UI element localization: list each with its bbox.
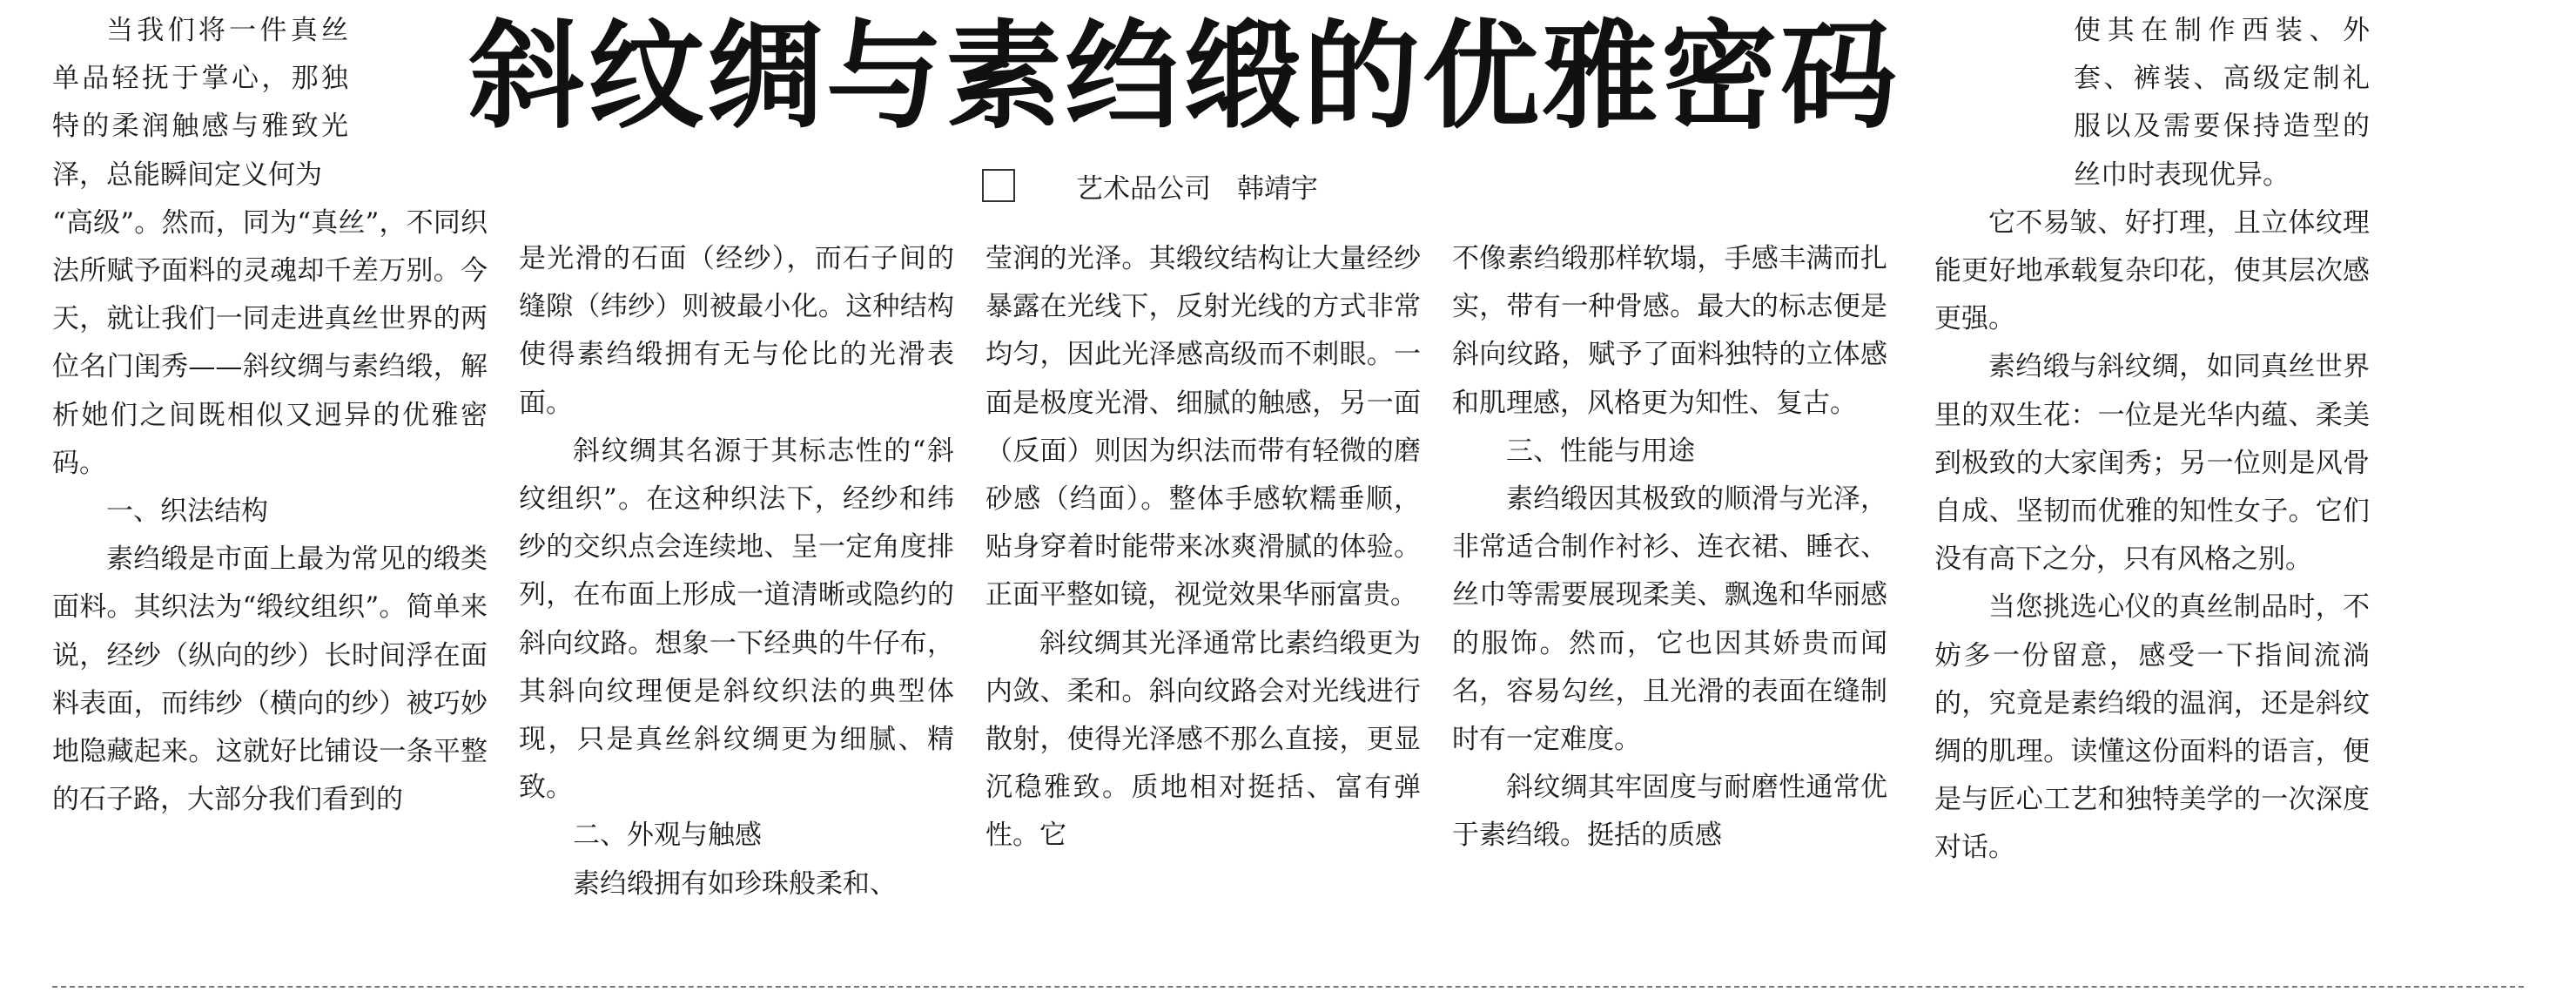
text-column-4 — [1452, 235, 1887, 860]
section-heading-appearance: 二、外观与触感 — [573, 820, 762, 852]
paragraph: 素绉缎拥有如珍珠般柔和、 — [573, 867, 897, 900]
paragraph-continued: 使其在制作西装、外套、裤装、高级定制礼服以及需要保持造型的丝巾时表现优异。 — [2074, 15, 2370, 191]
text-column-5 — [1934, 7, 2370, 873]
lead-paragraph-continued: “高级”。然而，同为“真丝”，不同织法所赋予面料的灵魂却千差万别。今天，就让我们一同走进真丝世界的两位名门闺秀——斜纹绸与素绉缎，解析她们之间既相似又迥异的优雅密码。 — [52, 206, 488, 479]
paragraph: 斜纹绸其光泽通常比素绉缎更为内敛、柔和。斜向纹路会对光线进行散射，使得光泽感不那么直接，更显沉稳雅致。质地相对挺括、富有弹性。它 — [985, 627, 1421, 852]
byline-organization: 艺术品公司 — [1076, 172, 1211, 205]
paragraph-continued: 莹润的光泽。其缎纹结构让大量经纱暴露在光线下，反射光线的方式非常均匀，因此光泽感高级而不刺眼。一面是极度光滑、细腻的触感，另一面（反面）则因为织法而带有轻微的磨砂感（绉面）。整体手感软糯垂顺，贴身穿着时能带来冰爽滑腻的体验。正面平整如镜，视觉效果华丽富贵。 — [985, 243, 1421, 611]
byline — [982, 164, 1435, 207]
bottom-dashed-rule — [52, 986, 2524, 988]
section-heading-structure: 一、织法结构 — [106, 496, 268, 528]
paragraph: 素绉缎因其极致的顺滑与光泽，非常适合制作衬衫、连衣裙、睡衣、丝巾等需要展现柔美、飘逸和华丽感的服饰。然而，它也因其娇贵而闻名，容易勾丝，且光滑的表面在缝制时有一定难度。 — [1452, 483, 1887, 756]
paragraph: 素绉缎是市面上最为常见的缎类面料。其织法为“缎纹组织”。简单来说，经纱（纵向的纱）长时间浮在面料表面，而纬纱（横向的纱）被巧妙地隐藏起来。这就好比铺设一条平整的石子路，大部分我们看到的 — [52, 543, 488, 816]
text-column-1 — [52, 7, 488, 824]
closing-paragraph: 当您挑选心仪的真丝制品时，不妨多一份留意，感受一下指间流淌的，究竟是素绉缎的温润，还是斜纹绸的肌理。读懂这份面料的语言，便是与匠心工艺和独特美学的一次深度对话。 — [1934, 591, 2370, 864]
paragraph-continued: 是光滑的石面（经纱），而石子间的缝隙（纬纱）则被最小化。这种结构使得素绉缎拥有无与伦比的光滑表面。 — [519, 243, 954, 419]
byline-author: 韩靖宇 — [1237, 172, 1318, 205]
paragraph: 斜纹绸其名源于其标志性的“斜纹组织”。在这种织法下，经纱和纬纱的交织点会连续地、呈一定角度排列，在布面上形成一道清晰或隐约的斜向纹路。想象一下经典的牛仔布，其斜向纹理便是斜纹织法的典型体现，只是真丝斜纹绸更为细腻、精致。 — [519, 435, 954, 804]
paragraph-continued: 不像素绉缎那样软塌，手感丰满而扎实，带有一种骨感。最大的标志便是斜向纹路，赋予了面料独特的立体感和肌理感，风格更为知性、复古。 — [1452, 243, 1887, 419]
text-column-3 — [985, 235, 1421, 860]
lead-paragraph-start: 当我们将一件真丝单品轻抚于掌心，那独特的柔润触感与雅致光泽，总能瞬间定义何为 — [52, 15, 348, 191]
paragraph: 斜纹绸其牢固度与耐磨性通常优于素绉缎。挺括的质感 — [1452, 772, 1887, 852]
section-heading-usage: 三、性能与用途 — [1506, 435, 1695, 467]
article-title: 斜纹绸与素绉缎的优雅密码 — [467, 7, 1900, 145]
byline-marker-box — [982, 169, 1015, 202]
paragraph: 它不易皱、好打理，且立体纹理能更好地承载复杂印花，使其层次感更强。 — [1934, 206, 2370, 335]
text-column-2 — [519, 235, 954, 908]
paragraph: 素绉缎与斜纹绸，如同真丝世界里的双生花：一位是光华内蕴、柔美到极致的大家闺秀；另一位则是风骨自成、坚韧而优雅的知性女子。它们没有高下之分，只有风格之别。 — [1934, 351, 2370, 576]
